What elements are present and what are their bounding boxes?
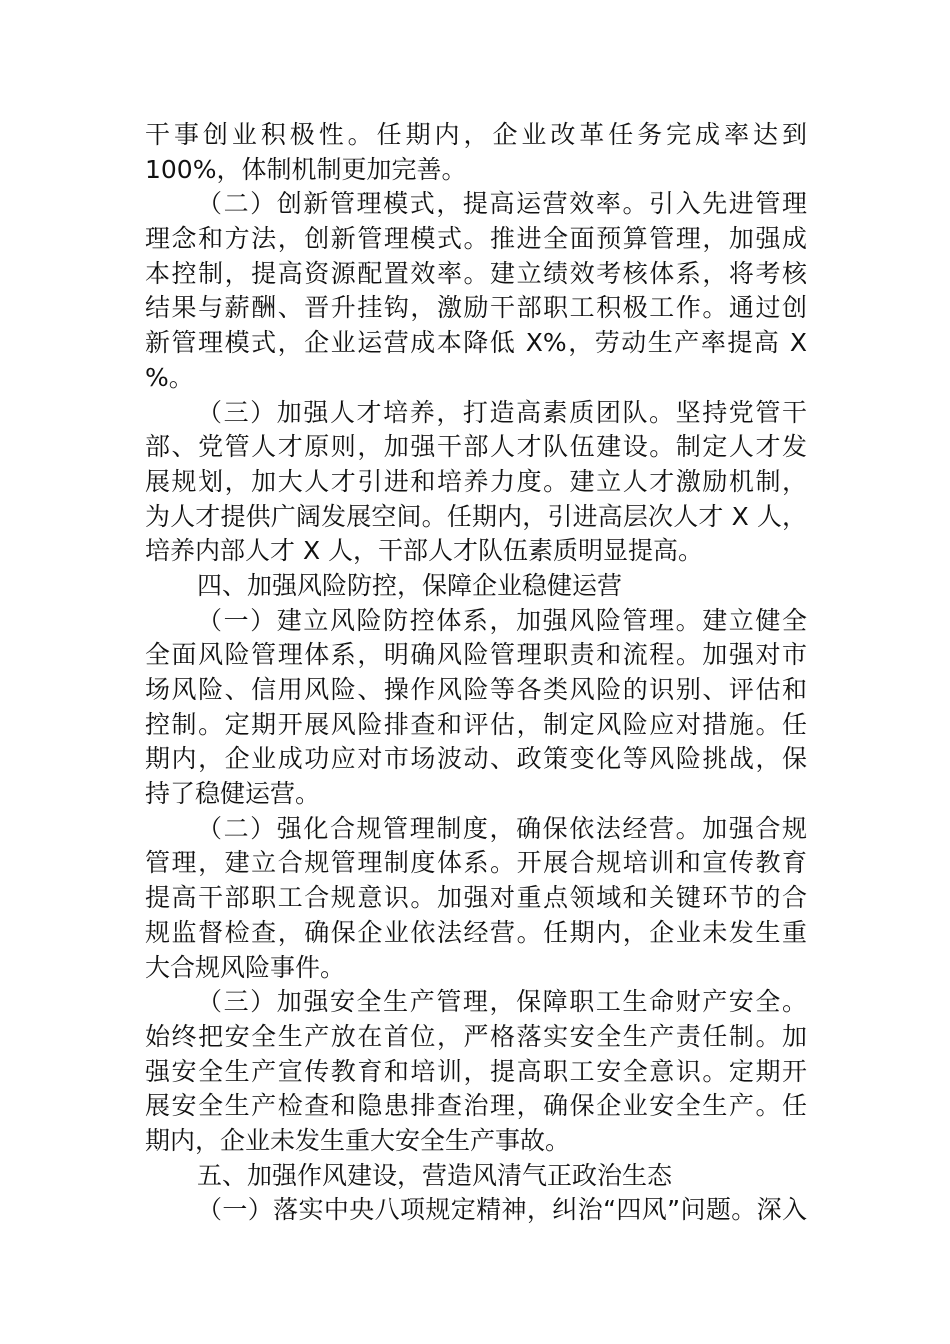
text-line: （二）创新管理模式，提高运营效率。引入先进管理 — [197, 189, 807, 219]
text-line: （二）强化合规管理制度，确保依法经营。加强合规 — [197, 813, 807, 843]
text-line: （一）落实中央八项规定精神，纠治“四风”问题。深入 — [197, 1195, 807, 1225]
paragraph — [145, 118, 807, 187]
text-line: %。 — [145, 362, 194, 392]
text-line: 提高干部职工合规意识。加强对重点领域和关键环节的合 — [145, 883, 807, 913]
text-line: 始终把安全生产放在首位，严格落实安全生产责任制。加 — [145, 1021, 807, 1051]
text-line: 结果与薪酬、晋升挂钩，激励干部职工积极工作。通过创 — [145, 293, 807, 323]
text-line: 场风险、信用风险、操作风险等各类风险的识别、评估和 — [145, 675, 807, 704]
text-line: 管理，建立合规管理制度体系。开展合规培训和宣传教育 — [145, 848, 807, 878]
paragraph — [145, 1193, 807, 1228]
text-line: （一）建立风险防控体系，加强风险管理。建立健全 — [197, 605, 807, 635]
text-line: 五、加强作风建设，营造风清气正政治生态 — [197, 1160, 673, 1190]
text-line: 期内，企业成功应对市场波动、政策变化等风险挑战，保 — [145, 744, 807, 774]
text-line: 为人才提供广阔发展空间。任期内，引进高层次人才 X 人， — [145, 501, 807, 531]
paragraph — [145, 812, 807, 985]
text-line: （三）加强安全生产管理，保障职工生命财产安全。 — [197, 987, 807, 1017]
section-heading — [145, 1159, 807, 1194]
text-line: 期内，企业未发生重大安全生产事故。 — [145, 1125, 571, 1155]
text-line: 四、加强风险防控，保障企业稳健运营 — [197, 570, 623, 600]
document-page-body — [145, 118, 807, 1228]
text-line: 理念和方法，创新管理模式。推进全面预算管理，加强成 — [145, 224, 807, 254]
text-line: 新管理模式，企业运营成本降低 X%，劳动生产率提高 X — [145, 328, 807, 358]
text-line: 部、党管人才原则，加强干部人才队伍建设。制定人才发 — [145, 432, 807, 462]
text-line: 展规划，加大人才引进和培养力度。建立人才激励机制， — [145, 466, 807, 496]
text-line: 规监督检查，确保企业依法经营。任期内，企业未发生重 — [145, 917, 807, 947]
text-line: （三）加强人才培养，打造高素质团队。坚持党管干 — [197, 397, 807, 427]
paragraph — [145, 604, 807, 812]
text-line: 全面风险管理体系，明确风险管理职责和流程。加强对市 — [145, 640, 807, 670]
text-line: 本控制，提高资源配置效率。建立绩效考核体系，将考核 — [145, 258, 807, 288]
paragraph — [145, 187, 807, 395]
text-line: 展安全生产检查和隐患排查治理，确保企业安全生产。任 — [145, 1091, 807, 1121]
text-line: 强安全生产宣传教育和培训，提高职工安全意识。定期开 — [145, 1056, 807, 1086]
section-heading — [145, 569, 807, 604]
text-line: 100%，体制机制更加完善。 — [145, 154, 467, 184]
text-line: 持了稳健运营。 — [145, 779, 321, 809]
text-line: 控制。定期开展风险排查和评估，制定风险应对措施。任 — [145, 709, 807, 739]
paragraph — [145, 985, 807, 1158]
text-line: 大合规风险事件。 — [145, 952, 346, 982]
text-line: 培养内部人才 X 人，干部人才队伍素质明显提高。 — [145, 536, 704, 566]
text-line: 干事创业积极性。任期内，企业改革任务完成率达到 — [145, 120, 807, 149]
paragraph — [145, 396, 807, 569]
